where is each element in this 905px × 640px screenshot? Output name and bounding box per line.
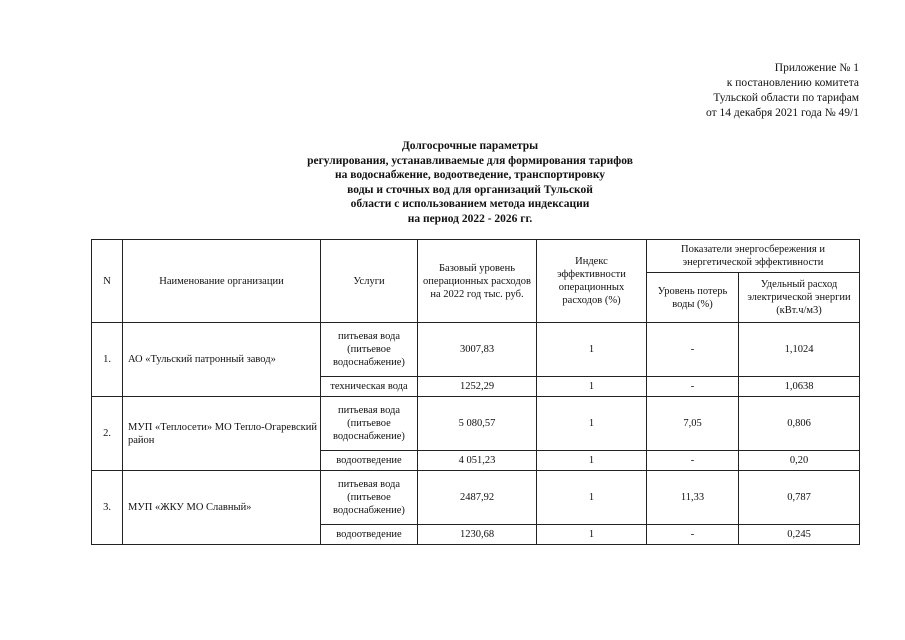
cell-electric: 0,787 bbox=[739, 471, 860, 525]
header-electric: Удельный расход электрической энергии (кВт.ч/м3) bbox=[739, 273, 860, 323]
cell-index: 1 bbox=[537, 323, 647, 377]
appendix-line: к постановлению комитета bbox=[726, 77, 859, 89]
cell-org: МУП «Теплосети» МО Тепло-Огаревский район bbox=[123, 397, 321, 471]
header-services: Услуги bbox=[321, 240, 418, 323]
appendix-line: от 14 декабря 2021 года № 49/1 bbox=[706, 107, 859, 119]
header-org: Наименование организации bbox=[123, 240, 321, 323]
cell-service: питьевая вода (питьевое водоснабжение) bbox=[321, 323, 418, 377]
cell-service: водоотведение bbox=[321, 451, 418, 471]
cell-index: 1 bbox=[537, 377, 647, 397]
header-energy-group: Показатели энергосбережения и энергетической эффективности bbox=[647, 240, 860, 273]
cell-base: 5 080,57 bbox=[418, 397, 537, 451]
header-loss: Уровень потерь воды (%) bbox=[647, 273, 739, 323]
cell-base: 2487,92 bbox=[418, 471, 537, 525]
title-line: воды и сточных вод для организаций Тульской bbox=[347, 183, 593, 196]
cell-index: 1 bbox=[537, 471, 647, 525]
cell-service: питьевая вода (питьевое водоснабжение) bbox=[321, 397, 418, 451]
cell-electric: 0,806 bbox=[739, 397, 860, 451]
cell-electric: 1,1024 bbox=[739, 323, 860, 377]
cell-service: питьевая вода (питьевое водоснабжение) bbox=[321, 471, 418, 525]
cell-n: 1. bbox=[92, 323, 123, 397]
title-line: на водоснабжение, водоотведение, транспортировку bbox=[334, 169, 606, 182]
title-line: регулирования, устанавливаемые для формирования тарифов bbox=[307, 154, 633, 167]
appendix-line: Приложение № 1 bbox=[774, 62, 859, 74]
table-row bbox=[92, 471, 860, 525]
header-base: Базовый уровень операционных расходов на 2022 год тыс. руб. bbox=[418, 240, 537, 323]
cell-loss: 7,05 bbox=[647, 397, 739, 451]
cell-electric: 0,20 bbox=[739, 451, 860, 471]
header-n: N bbox=[92, 240, 123, 323]
cell-base: 1252,29 bbox=[418, 377, 537, 397]
appendix-line: Тульской области по тарифам bbox=[713, 92, 859, 104]
cell-service: техническая вода bbox=[321, 377, 418, 397]
table-row bbox=[92, 323, 860, 377]
cell-index: 1 bbox=[537, 397, 647, 451]
cell-index: 1 bbox=[537, 525, 647, 545]
appendix-block bbox=[706, 61, 859, 121]
cell-loss: - bbox=[647, 377, 739, 397]
cell-base: 4 051,23 bbox=[418, 451, 537, 471]
cell-org: МУП «ЖКУ МО Славный» bbox=[123, 471, 321, 545]
cell-base: 1230,68 bbox=[418, 525, 537, 545]
cell-loss: - bbox=[647, 451, 739, 471]
title-line: области с использованием метода индексации bbox=[350, 198, 590, 211]
document-title bbox=[230, 139, 710, 227]
cell-loss: 11,33 bbox=[647, 471, 739, 525]
cell-loss: - bbox=[647, 323, 739, 377]
cell-loss: - bbox=[647, 525, 739, 545]
cell-n: 3. bbox=[92, 471, 123, 545]
cell-index: 1 bbox=[537, 451, 647, 471]
cell-org: АО «Тульский патронный завод» bbox=[123, 323, 321, 397]
cell-electric: 0,245 bbox=[739, 525, 860, 545]
parameters-table bbox=[91, 239, 860, 545]
cell-electric: 1,0638 bbox=[739, 377, 860, 397]
title-line: на период 2022 - 2026 гг. bbox=[407, 212, 533, 225]
cell-base: 3007,83 bbox=[418, 323, 537, 377]
title-line: Долгосрочные параметры bbox=[401, 140, 539, 152]
table-row bbox=[92, 397, 860, 451]
cell-n: 2. bbox=[92, 397, 123, 471]
header-index: Индекс эффективности операционных расходов (%) bbox=[537, 240, 647, 323]
cell-service: водоотведение bbox=[321, 525, 418, 545]
